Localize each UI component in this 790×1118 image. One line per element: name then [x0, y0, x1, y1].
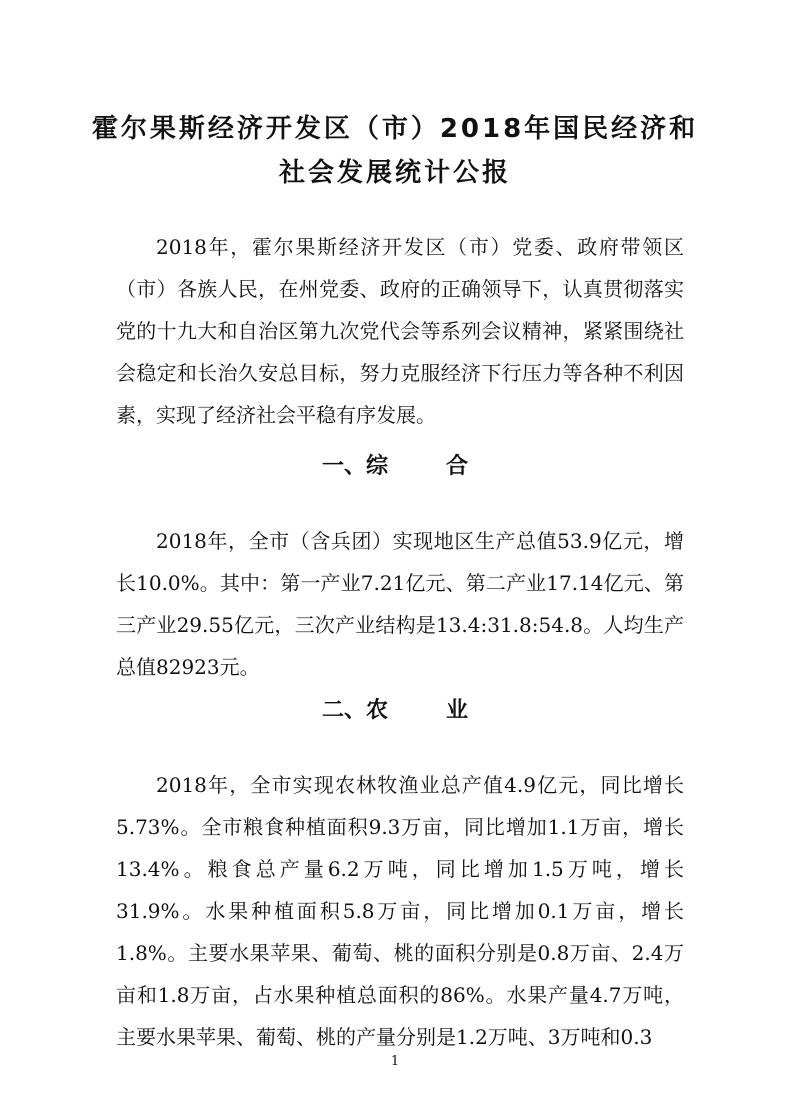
section-paragraph-agriculture: 2018年，全市实现农林牧渔业总产值4.9亿元，同比增长5.73%。全市粮食种植面积9.3万亩，同比增加1.1万亩，增长13.4%。粮食总产量6.2万吨，同比增加1.5万吨，增长31.9%。水果种植面积5.8万亩，同比增加0.1万亩，增长1.8%。主要水果苹果、葡萄、桃的面积分别是0.8万亩、2.4万亩和1.8万亩，占水果种植总面积的86%。水果产量4.7万吨，主要水果苹果、葡萄、桃的产量分别是1.2万吨、3万吨和0.3: [116, 773, 684, 1049]
section-heading-comprehensive: [0, 449, 790, 480]
section-heading-char: 农: [365, 698, 388, 723]
section-number: 一、: [321, 454, 366, 479]
report-title-line-1: 霍尔果斯经济开发区（市）2018年国民经济和: [91, 114, 699, 144]
section-heading-char: 综: [365, 454, 388, 479]
section-heading-char: 业: [446, 698, 469, 723]
section-number: 二、: [321, 698, 366, 723]
section-heading-agriculture: [0, 693, 790, 724]
section-heading-char: 合: [446, 454, 469, 479]
page-number: 1: [390, 1054, 400, 1069]
intro-paragraph: 2018年，霍尔果斯经济开发区（市）党委、政府带领区（市）各族人民，在州党委、政府的正确领导下，认真贯彻落实党的十九大和自治区第九次党代会等系列会议精神，紧紧围绕社会稳定和长治久安总目标，努力克服经济下行压力等各种不利因素，实现了经济社会平稳有序发展。: [116, 235, 684, 427]
report-title-line-2: 社会发展统计公报: [278, 158, 511, 188]
section-paragraph-comprehensive: 2018年，全市（含兵团）实现地区生产总值53.9亿元，增长10.0%。其中：第一产业7.21亿元、第二产业17.14亿元、第三产业29.55亿元，三次产业结构是13.4:31.8:54.8。人均生产总值82923元。: [116, 529, 684, 679]
